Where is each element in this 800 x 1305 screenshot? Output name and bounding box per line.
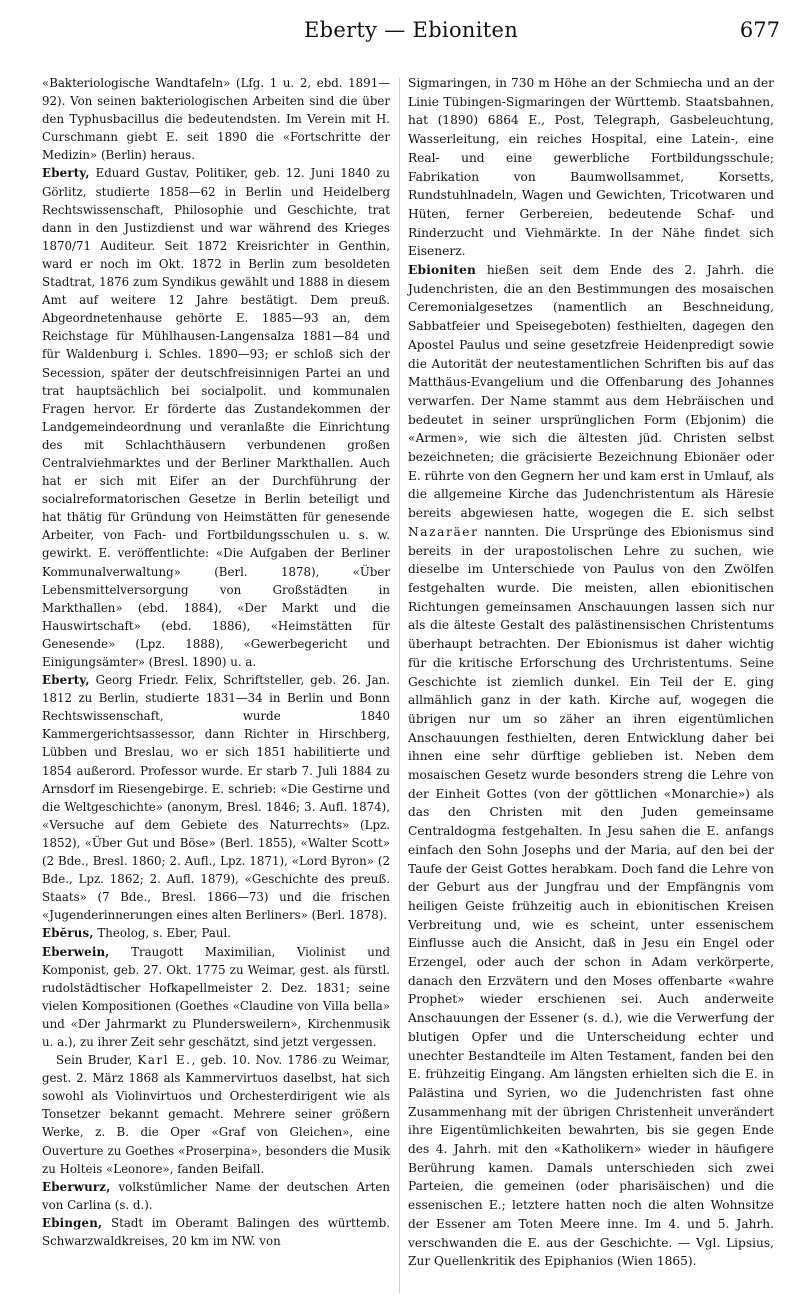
spaced-term: Nazaräer [408, 524, 479, 539]
headword: Eberwurz, [42, 1179, 111, 1194]
page-number: 677 [739, 18, 780, 42]
entry-eberwein-karl: Sein Bruder, Karl E., geb. 10. Nov. 1786 zu Weimar, gest. 2. März 1868 als Kammervirtuos daselbst, hat sich sowohl als Violinvirtuos und Orchesterdirigent wie als Tonsetzer bekannt gemacht. Mehrere seiner größern Werke, z. B. die Oper «Graf von Gleichen», eine Ouverture zu Goethes «Proserpina», besonders die Musik zu Holteis «Leonore», fanden Beifall. [42, 1053, 391, 1176]
page-header [36, 14, 786, 50]
headword: Ebĕrus, [42, 926, 94, 941]
headword: Ebioniten [408, 263, 477, 278]
entry-continuation: «Bakteriologische Wandtafeln» (Lfg. 1 u. 2, ebd. 1891—92). Von seinen bakteriologischen Arbeiten sind die über den Typhusbacillus die bedeutendsten. Im Verein mit H. Curschmann giebt E. seit 1890 die «Fortschritte der Medizin» (Berlin) heraus. [42, 76, 390, 163]
left-column [42, 74, 390, 1250]
entry-eberus: Ebĕrus, Theolog, s. Eber, Paul. [42, 926, 232, 941]
entry-eberwurz: Eberwurz, volkstümlicher Name der deutschen Arten von Carlina (s. d.). [42, 1179, 390, 1212]
right-column [408, 74, 774, 1271]
entry-eberty-georg: Eberty, Georg Friedr. Felix, Schriftsteller, geb. 26. Jan. 1812 zu Berlin, studierte 1831—34 in Berlin und Bonn Rechtswissenschaft, wurde 1840 Kammergerichtsassessor, dann Richter in Hirschberg, Lübben und Breslau, wo er sich 1851 habilitierte und 1854 außerord. Professor wurde. Er starb 7. Juli 1884 zu Arnsdorf im Riesengebirge. E. schrieb: «Die Gestirne und die Weltgeschichte» (anonym, Bresl. 1846; 3. Aufl. 1874), «Versuche auf dem Gebiete des Naturrechts» (Lpz. 1852), «Über Gut und Böse» (Berl. 1855), «Walter Scott» (2 Bde., Bresl. 1860; 2. Aufl., Lpz. 1871), «Lord Byron» (2 Bde., Lpz. 1862; 2. Aufl. 1879), «Geschichte des preuß. Staats» (7 Bde., Bresl. 1866—73) und die frischen «Jugenderinnerungen eines alten Berliners» (Berl. 1878). [42, 673, 390, 923]
column-divider [399, 78, 400, 1293]
entry-ebingen-continuation: Sigmaringen, in 730 m Höhe an der Schmiecha und an der Linie Tübingen-Sigmaringen der Württemb. Staatsbahnen, hat (1890) 6864 E., Post, Telegraph, Gasbeleuchtung, Wasserleitung, ein reiches Hospital, eine Latein-, eine Real- und eine gewerbliche Fortbildungsschule; Fabrikation von Baumwollsammet, Korsetts, Rundstuhlnadeln, Wagen und Gewichten, Tricotwaren und Hüten, ferner Gerbereien, bedeutende Schaf- und Rinderzucht und Viehmärkte. In der Nähe findet sich Eisenerz. [408, 76, 774, 259]
entry-eberwein: Eberwein, Traugott Maximilian, Violinist und Komponist, geb. 27. Okt. 1775 zu Weimar, gest. als fürstl. rudolstädtischer Hofkapellmeister 2. Dez. 1831; seine vielen Kompositionen (Goethes «Claudine von Villa bella» und «Der Jahrmarkt zu Plundersweilern», Kirchenmusik u. a.), zu ihrer Zeit sehr geschätzt, sind jetzt vergessen. [42, 944, 390, 1049]
headword: Eberwein, [42, 944, 110, 959]
headword: Eberty, [42, 166, 90, 181]
entry-ebioniten: Ebioniten hießen seit dem Ende des 2. Jahrh. die Judenchristen, die an den Bestimmungen des mosaischen Ceremonialgesetzes (namentlich an Beschneidung, Sabbatfeier und Speisegeboten) festhielten, dagegen den Apostel Paulus und seine gesetzfreie Heidenpredigt sowie die Autorität der neutestamentlichen Schriften bis auf das Matthäus-Evangelium und die Offenbarung des Johannes verwarfen. Der Name stammt aus dem Hebräischen und bedeutet in seiner ursprünglichen Form (Ebjonim) die «Armen», wie sich die ältesten jüd. Christen selbst bezeichneten; die gräcisierte Bezeichnung Ebionäer oder E. rührte von den Gegnern her und kam erst in Umlauf, als die allgemeine Kirche das Judenchristentum als Häresie bereits abgewiesen hatte, wogegen die E. sich selbst Nazaräer nannten. Die Ursprünge des Ebionismus sind bereits in der urapostolischen Lehre zu suchen, wie dieselbe im Unterschiede von Paulus von den Zwölfen festgehalten wurde. Die meisten, allen ebionitischen Richtungen gemeinsamen Anschauungen lassen sich nur als die älteste Gestalt des palästinensischen Christentums überhaupt betrachten. Der Ebionismus ist daher wichtig für die kritische Erforschung des Urchristentums. Seine Geschichte ist ziemlich dunkel. Ein Teil der E. ging allmählich ganz in der kath. Kirche auf, wogegen die übrigen nur um so zäher an ihren eigentümlichen Anschauungen festhielten, deren Entwicklung daher bei ihnen eine sehr dürftige geblieben ist. Neben dem mosaischen Gesetz wurde besonders streng die Lehre von der Einheit Gottes (von der göttlichen «Monarchie») als das den Christen mit den Juden gemeinsame Centraldogma festgehalten. In Jesu sahen die E. anfangs einfach den Sohn Josephs und der Maria, auf den bei der Taufe der Geist Gottes herabkam. Doch fand die Lehre von der Geburt aus der Jungfrau und der Empfängnis vom heiligen Geiste frühzeitig auch in ebionitischen Kreisen Verbreitung und, wie es scheint, unter essenischem Einflusse auch die Ansicht, daß in Jesu ein Engel oder Erzengel, oder auch der schon in Adam verkörperte, danach den Erzvätern und den Moses offenbarte «wahre Prophet» wieder erschienen sei. Auch anderweite Anschauungen der Essener (s. d.), wie die Verwerfung der blutigen Opfer und die Unterscheidung echter und unechter Bestandteile im Alten Testament, fanden bei den E. frühzeitig Eingang. Am längsten erhielten sich die E. in Palästina und Syrien, wo die Judenchristen fast ohne Zusammenhang mit der übrigen Christenheit unverändert ihre Eigentümlichkeiten bewahrten, bis sie gegen Ende des 4. Jahrh. mit den «Katholikern» wieder in häufigere Berührung kamen. Damals unterschieden sich zwei Parteien, die gemeinen (oder pharisäischen) und die essenischen E.; letztere hatten noch die alten Wohnsitze der Essener am Toten Meere inne. Im 4. und 5. Jahrh. verschwanden die E. aus der Geschichte. — Vgl. Lipsius, Zur Quellenkritik des Epiphanios (Wien 1865). [408, 263, 775, 1269]
entry-eberty-eduard: Eberty, Eduard Gustav, Politiker, geb. 12. Juni 1840 zu Görlitz, studierte 1858—62 in Berlin und Heidelberg Rechtswissenschaft, Philosophie und Geschichte, trat dann in den Justizdienst und war während des Krieges 1870/71 Auditeur. Seit 1872 Kreisrichter in Genthin, ward er noch im Okt. 1872 in Berlin zum besoldeten Stadtrat, 1876 zum Syndikus gewählt und 1888 in diesem Amt auf weitere 12 Jahre bestätigt. Dem preuß. Abgeordnetenhause gehörte E. 1885—93 an, dem Reichstage für Mühlhausen-Langensalza 1881—84 und für Waldenburg i. Schles. 1890—93; er schloß sich der Secession, später der deutschfreisinnigen Partei an und trat hauptsächlich bei socialpolit. und kommunalen Fragen hervor. Er förderte das Zustandekommen der Landgemeindeordnung und veranlaßte die Einrichtung des mit Schlachthäusern verbundenen großen Centralviehmarktes und der Berliner Markthallen. Auch hat er sich mit Eifer an der Durchführung der socialreformatorischen Gesetze in Berlin beteiligt und hat thätig für Gründung von Heimstätten für genesende Arbeiter, von Fach- und Fortbildungsschulen u. s. w. gewirkt. E. veröffentlichte: «Die Aufgaben der Berliner Kommunalverwaltung» (Berl. 1878), «Über Lebensmittelversorgung von Großstädten in Markthallen» (ebd. 1884), «Der Markt und die Hauswirtschaft» (ebd. 1886), «Heimstätten für Genesende» (Lpz. 1888), «Gewerbegericht und Einigungsämter» (Bresl. 1890) u. a. [42, 166, 390, 669]
headword: Eberty, [42, 673, 90, 688]
running-head: Eberty — Ebioniten [303, 18, 519, 42]
headword: Ebingen, [42, 1215, 103, 1230]
entry-ebingen: Ebingen, Stadt im Oberamt Balingen des württemb. Schwarzwaldkreises, 20 km im NW. von [42, 1215, 390, 1248]
spaced-name: Karl E. [137, 1053, 192, 1068]
